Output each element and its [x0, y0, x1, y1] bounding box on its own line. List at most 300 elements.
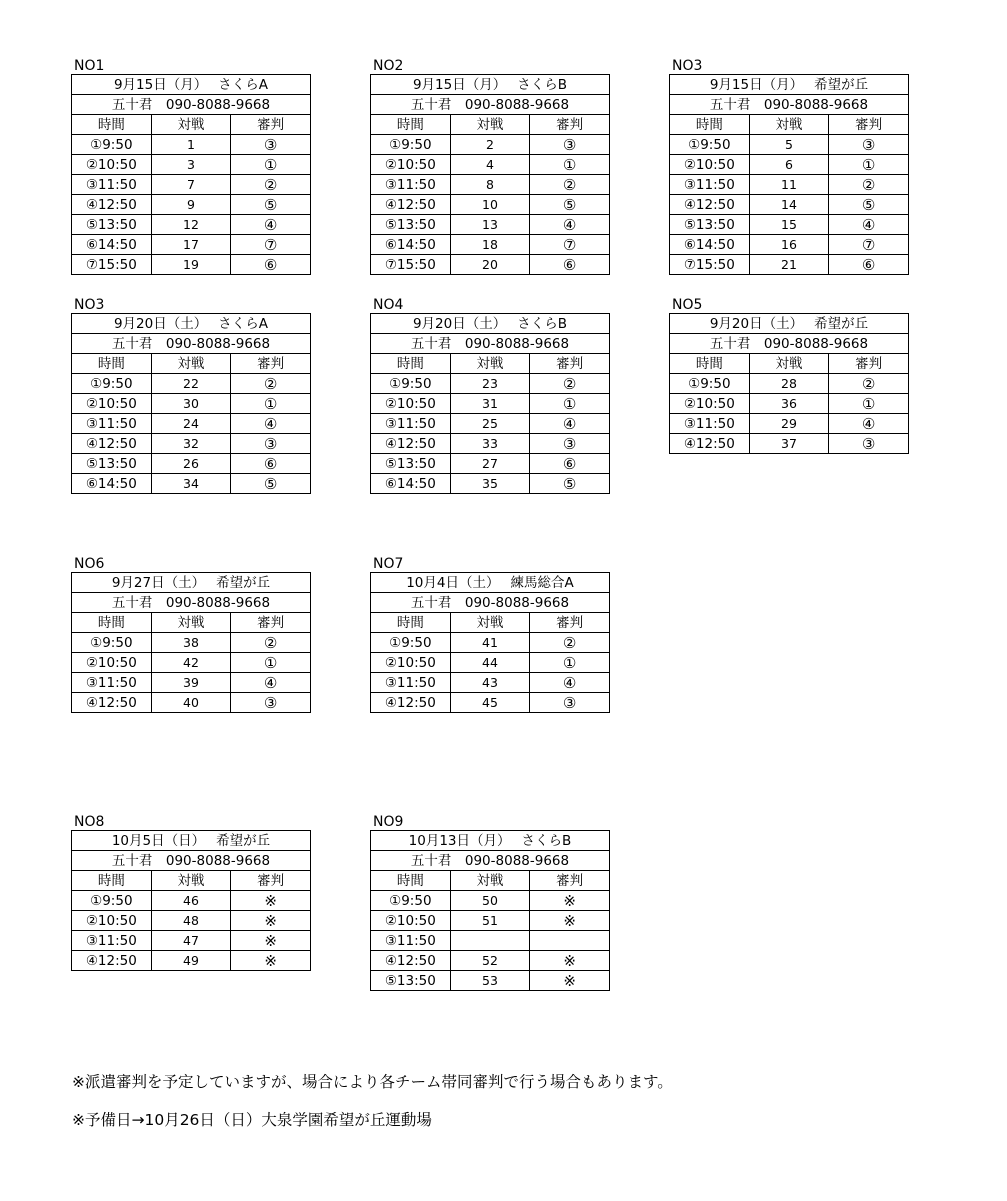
time-cell: ①9:50	[72, 374, 152, 394]
time-cell: ②10:50	[371, 911, 451, 931]
block-label: NO1	[74, 58, 105, 74]
table-row	[72, 474, 311, 494]
table-row	[371, 454, 610, 474]
header-row	[371, 354, 610, 374]
block-label: NO3	[672, 58, 703, 74]
header-time: 時間	[371, 613, 451, 633]
match-cell: 11	[749, 175, 829, 195]
table-row	[371, 971, 610, 991]
header-row	[670, 354, 909, 374]
referee-cell: ⑦	[530, 235, 610, 255]
header-row	[72, 613, 311, 633]
match-cell: 29	[749, 414, 829, 434]
referee-cell: ①	[231, 394, 311, 414]
match-cell: 21	[749, 255, 829, 275]
match-cell: 20	[450, 255, 530, 275]
referee-cell: ②	[231, 374, 311, 394]
table-row	[72, 911, 311, 931]
date-venue-title: 9月20日（土） さくらB	[371, 314, 610, 334]
time-cell: ①9:50	[72, 633, 152, 653]
schedule-block	[669, 297, 909, 454]
referee-cell: ②	[530, 633, 610, 653]
table-row	[72, 951, 311, 971]
match-cell: 9	[151, 195, 231, 215]
header-match: 対戦	[450, 115, 530, 135]
header-referee: 審判	[530, 871, 610, 891]
match-cell: 49	[151, 951, 231, 971]
match-cell: 10	[450, 195, 530, 215]
referee-cell: ④	[829, 215, 909, 235]
header-match: 対戦	[450, 613, 530, 633]
table-row	[371, 653, 610, 673]
time-cell: ⑦15:50	[670, 255, 750, 275]
match-cell	[450, 931, 530, 951]
table-row	[371, 434, 610, 454]
time-cell: ②10:50	[670, 155, 750, 175]
schedule-block	[71, 814, 311, 971]
referee-cell: ⑦	[231, 235, 311, 255]
schedule-table	[370, 830, 610, 991]
header-referee: 審判	[231, 871, 311, 891]
schedule-table	[71, 313, 311, 494]
time-cell: ⑤13:50	[371, 215, 451, 235]
contact-line: 五十君 090-8088-9668	[371, 851, 610, 871]
referee-cell: ③	[231, 434, 311, 454]
referee-cell	[530, 931, 610, 951]
note-reserve-day: ※予備日→10月26日（日）大泉学園希望が丘運動場	[72, 1111, 432, 1129]
table-row	[670, 255, 909, 275]
time-cell: ②10:50	[72, 155, 152, 175]
match-cell: 53	[450, 971, 530, 991]
schedule-table	[71, 572, 311, 713]
referee-cell: ①	[829, 394, 909, 414]
referee-cell: ③	[530, 434, 610, 454]
schedule-table	[669, 74, 909, 275]
time-cell: ①9:50	[72, 135, 152, 155]
header-match: 対戦	[450, 354, 530, 374]
header-match: 対戦	[749, 354, 829, 374]
time-cell: ④12:50	[371, 693, 451, 713]
time-cell: ③11:50	[371, 673, 451, 693]
match-cell: 35	[450, 474, 530, 494]
table-row	[72, 255, 311, 275]
date-venue-title: 10月5日（日） 希望が丘	[72, 831, 311, 851]
contact-line: 五十君 090-8088-9668	[72, 95, 311, 115]
match-cell: 48	[151, 911, 231, 931]
time-cell: ⑤13:50	[72, 215, 152, 235]
table-row	[371, 255, 610, 275]
table-row	[670, 374, 909, 394]
time-cell: ③11:50	[72, 931, 152, 951]
match-cell: 3	[151, 155, 231, 175]
time-cell: ②10:50	[72, 911, 152, 931]
date-venue-title: 9月27日（土） 希望が丘	[72, 573, 311, 593]
referee-cell: ※	[231, 911, 311, 931]
table-row	[72, 215, 311, 235]
header-match: 対戦	[749, 115, 829, 135]
table-row	[670, 434, 909, 454]
match-cell: 8	[450, 175, 530, 195]
time-cell: ③11:50	[72, 175, 152, 195]
time-cell: ③11:50	[371, 931, 451, 951]
referee-cell: ⑥	[530, 255, 610, 275]
time-cell: ④12:50	[670, 434, 750, 454]
schedule-table	[370, 572, 610, 713]
note-referee: ※派遣審判を予定していますが、場合により各チーム帯同審判で行う場合もあります。	[72, 1073, 673, 1091]
referee-cell: ③	[829, 434, 909, 454]
block-label: NO8	[74, 814, 105, 830]
time-cell: ⑤13:50	[371, 454, 451, 474]
table-row	[371, 195, 610, 215]
table-row	[670, 155, 909, 175]
referee-cell: ⑤	[231, 474, 311, 494]
table-row	[72, 653, 311, 673]
date-venue-title: 9月20日（土） 希望が丘	[670, 314, 909, 334]
time-cell: ④12:50	[670, 195, 750, 215]
table-row	[72, 931, 311, 951]
time-cell: ④12:50	[72, 434, 152, 454]
match-cell: 46	[151, 891, 231, 911]
time-cell: ②10:50	[72, 653, 152, 673]
block-label: NO3	[74, 297, 105, 313]
referee-cell: ⑤	[530, 474, 610, 494]
referee-cell: ※	[530, 911, 610, 931]
table-row	[72, 693, 311, 713]
referee-cell: ①	[530, 653, 610, 673]
header-row	[371, 871, 610, 891]
time-cell: ⑥14:50	[72, 235, 152, 255]
time-cell: ⑤13:50	[72, 454, 152, 474]
header-referee: 審判	[231, 613, 311, 633]
match-cell: 43	[450, 673, 530, 693]
header-time: 時間	[72, 115, 152, 135]
match-cell: 52	[450, 951, 530, 971]
header-match: 対戦	[151, 871, 231, 891]
header-time: 時間	[670, 115, 750, 135]
date-venue-title: 9月20日（土） さくらA	[72, 314, 311, 334]
referee-cell: ⑥	[829, 255, 909, 275]
table-row	[670, 195, 909, 215]
time-cell: ①9:50	[670, 135, 750, 155]
header-time: 時間	[72, 613, 152, 633]
match-cell: 28	[749, 374, 829, 394]
header-match: 対戦	[450, 871, 530, 891]
table-row	[371, 135, 610, 155]
table-row	[371, 374, 610, 394]
table-row	[72, 454, 311, 474]
referee-cell: ③	[231, 693, 311, 713]
schedule-table	[370, 74, 610, 275]
match-cell: 2	[450, 135, 530, 155]
referee-cell: ⑥	[530, 454, 610, 474]
referee-cell: ⑥	[231, 454, 311, 474]
block-label: NO7	[373, 556, 404, 572]
header-time: 時間	[371, 871, 451, 891]
match-cell: 32	[151, 434, 231, 454]
time-cell: ④12:50	[371, 195, 451, 215]
match-cell: 15	[749, 215, 829, 235]
match-cell: 14	[749, 195, 829, 215]
time-cell: ④12:50	[72, 195, 152, 215]
time-cell: ⑤13:50	[670, 215, 750, 235]
table-row	[72, 135, 311, 155]
match-cell: 36	[749, 394, 829, 414]
block-label: NO6	[74, 556, 105, 572]
header-row	[670, 115, 909, 135]
schedule-block	[370, 58, 610, 275]
match-cell: 33	[450, 434, 530, 454]
header-referee: 審判	[829, 115, 909, 135]
table-row	[371, 474, 610, 494]
referee-cell: ④	[829, 414, 909, 434]
table-row	[670, 394, 909, 414]
referee-cell: ※	[231, 891, 311, 911]
header-referee: 審判	[231, 115, 311, 135]
time-cell: ②10:50	[72, 394, 152, 414]
schedule-block	[71, 297, 311, 494]
time-cell: ④12:50	[371, 434, 451, 454]
time-cell: ④12:50	[371, 951, 451, 971]
contact-line: 五十君 090-8088-9668	[72, 593, 311, 613]
table-row	[371, 951, 610, 971]
schedule-table	[669, 313, 909, 454]
schedule-block	[71, 58, 311, 275]
match-cell: 47	[151, 931, 231, 951]
header-referee: 審判	[530, 115, 610, 135]
table-row	[72, 673, 311, 693]
match-cell: 42	[151, 653, 231, 673]
match-cell: 12	[151, 215, 231, 235]
time-cell: ③11:50	[670, 175, 750, 195]
schedule-block	[370, 814, 610, 991]
match-cell: 18	[450, 235, 530, 255]
referee-cell: ④	[530, 215, 610, 235]
match-cell: 26	[151, 454, 231, 474]
match-cell: 17	[151, 235, 231, 255]
table-row	[72, 195, 311, 215]
schedule-table	[71, 830, 311, 971]
match-cell: 7	[151, 175, 231, 195]
schedule-block	[71, 556, 311, 713]
date-venue-title: 9月15日（月） さくらA	[72, 75, 311, 95]
match-cell: 22	[151, 374, 231, 394]
referee-cell: ⑦	[829, 235, 909, 255]
date-venue-title: 10月4日（土） 練馬総合A	[371, 573, 610, 593]
referee-cell: ②	[829, 175, 909, 195]
header-time: 時間	[371, 354, 451, 374]
header-referee: 審判	[829, 354, 909, 374]
time-cell: ①9:50	[371, 374, 451, 394]
match-cell: 24	[151, 414, 231, 434]
contact-line: 五十君 090-8088-9668	[371, 334, 610, 354]
referee-cell: ⑥	[231, 255, 311, 275]
referee-cell: ①	[530, 394, 610, 414]
referee-cell: ※	[530, 971, 610, 991]
schedule-block	[370, 556, 610, 713]
match-cell: 45	[450, 693, 530, 713]
header-row	[371, 613, 610, 633]
time-cell: ①9:50	[371, 633, 451, 653]
header-time: 時間	[72, 871, 152, 891]
time-cell: ③11:50	[670, 414, 750, 434]
match-cell: 50	[450, 891, 530, 911]
header-referee: 審判	[530, 613, 610, 633]
referee-cell: ※	[231, 951, 311, 971]
table-row	[371, 414, 610, 434]
match-cell: 25	[450, 414, 530, 434]
time-cell: ⑥14:50	[72, 474, 152, 494]
match-cell: 40	[151, 693, 231, 713]
table-row	[371, 394, 610, 414]
time-cell: ⑦15:50	[72, 255, 152, 275]
schedule-block	[669, 58, 909, 275]
time-cell: ⑦15:50	[371, 255, 451, 275]
match-cell: 5	[749, 135, 829, 155]
match-cell: 13	[450, 215, 530, 235]
header-match: 対戦	[151, 115, 231, 135]
table-row	[371, 175, 610, 195]
table-row	[670, 235, 909, 255]
table-row	[670, 135, 909, 155]
contact-line: 五十君 090-8088-9668	[371, 593, 610, 613]
header-time: 時間	[670, 354, 750, 374]
referee-cell: ①	[530, 155, 610, 175]
time-cell: ④12:50	[72, 693, 152, 713]
time-cell: ⑥14:50	[670, 235, 750, 255]
table-row	[371, 673, 610, 693]
referee-cell: ※	[231, 931, 311, 951]
contact-line: 五十君 090-8088-9668	[371, 95, 610, 115]
match-cell: 38	[151, 633, 231, 653]
match-cell: 1	[151, 135, 231, 155]
referee-cell: ④	[530, 673, 610, 693]
header-referee: 審判	[231, 354, 311, 374]
match-cell: 31	[450, 394, 530, 414]
time-cell: ②10:50	[371, 394, 451, 414]
match-cell: 19	[151, 255, 231, 275]
referee-cell: ②	[530, 175, 610, 195]
referee-cell: ③	[530, 135, 610, 155]
match-cell: 27	[450, 454, 530, 474]
schedule-table	[71, 74, 311, 275]
table-row	[371, 215, 610, 235]
table-row	[72, 394, 311, 414]
referee-cell: ※	[530, 951, 610, 971]
table-row	[72, 155, 311, 175]
time-cell: ②10:50	[670, 394, 750, 414]
table-row	[670, 414, 909, 434]
header-time: 時間	[371, 115, 451, 135]
referee-cell: ②	[530, 374, 610, 394]
contact-line: 五十君 090-8088-9668	[72, 851, 311, 871]
time-cell: ⑥14:50	[371, 474, 451, 494]
match-cell: 34	[151, 474, 231, 494]
table-row	[72, 175, 311, 195]
table-row	[371, 891, 610, 911]
block-label: NO9	[373, 814, 404, 830]
table-row	[371, 693, 610, 713]
header-referee: 審判	[530, 354, 610, 374]
table-row	[72, 414, 311, 434]
block-label: NO4	[373, 297, 404, 313]
date-venue-title: 9月15日（月） 希望が丘	[670, 75, 909, 95]
block-label: NO5	[672, 297, 703, 313]
table-row	[72, 374, 311, 394]
referee-cell: ④	[231, 414, 311, 434]
header-row	[371, 115, 610, 135]
header-match: 対戦	[151, 613, 231, 633]
table-row	[72, 434, 311, 454]
header-row	[72, 871, 311, 891]
referee-cell: ④	[530, 414, 610, 434]
time-cell: ③11:50	[371, 414, 451, 434]
table-row	[670, 175, 909, 195]
schedule-block	[370, 297, 610, 494]
contact-line: 五十君 090-8088-9668	[670, 334, 909, 354]
referee-cell: ②	[829, 374, 909, 394]
time-cell: ③11:50	[72, 673, 152, 693]
table-row	[371, 931, 610, 951]
table-row	[371, 235, 610, 255]
referee-cell: ④	[231, 215, 311, 235]
time-cell: ⑥14:50	[371, 235, 451, 255]
time-cell: ③11:50	[72, 414, 152, 434]
time-cell: ④12:50	[72, 951, 152, 971]
referee-cell: ③	[829, 135, 909, 155]
match-cell: 16	[749, 235, 829, 255]
header-time: 時間	[72, 354, 152, 374]
match-cell: 23	[450, 374, 530, 394]
referee-cell: ②	[231, 633, 311, 653]
date-venue-title: 9月15日（月） さくらB	[371, 75, 610, 95]
time-cell: ②10:50	[371, 653, 451, 673]
referee-cell: ④	[231, 673, 311, 693]
schedule-table	[370, 313, 610, 494]
match-cell: 30	[151, 394, 231, 414]
time-cell: ⑤13:50	[371, 971, 451, 991]
match-cell: 37	[749, 434, 829, 454]
table-row	[72, 633, 311, 653]
table-row	[670, 215, 909, 235]
match-cell: 41	[450, 633, 530, 653]
contact-line: 五十君 090-8088-9668	[670, 95, 909, 115]
table-row	[72, 891, 311, 911]
match-cell: 44	[450, 653, 530, 673]
block-label: NO2	[373, 58, 404, 74]
referee-cell: ⑤	[231, 195, 311, 215]
contact-line: 五十君 090-8088-9668	[72, 334, 311, 354]
time-cell: ②10:50	[371, 155, 451, 175]
referee-cell: ①	[829, 155, 909, 175]
referee-cell: ①	[231, 155, 311, 175]
referee-cell: ⑤	[829, 195, 909, 215]
referee-cell: ①	[231, 653, 311, 673]
header-match: 対戦	[151, 354, 231, 374]
table-row	[371, 911, 610, 931]
time-cell: ①9:50	[371, 891, 451, 911]
match-cell: 6	[749, 155, 829, 175]
header-row	[72, 354, 311, 374]
match-cell: 51	[450, 911, 530, 931]
time-cell: ①9:50	[670, 374, 750, 394]
date-venue-title: 10月13日（月） さくらB	[371, 831, 610, 851]
table-row	[371, 155, 610, 175]
match-cell: 39	[151, 673, 231, 693]
time-cell: ①9:50	[371, 135, 451, 155]
referee-cell: ⑤	[530, 195, 610, 215]
table-row	[72, 235, 311, 255]
match-cell: 4	[450, 155, 530, 175]
